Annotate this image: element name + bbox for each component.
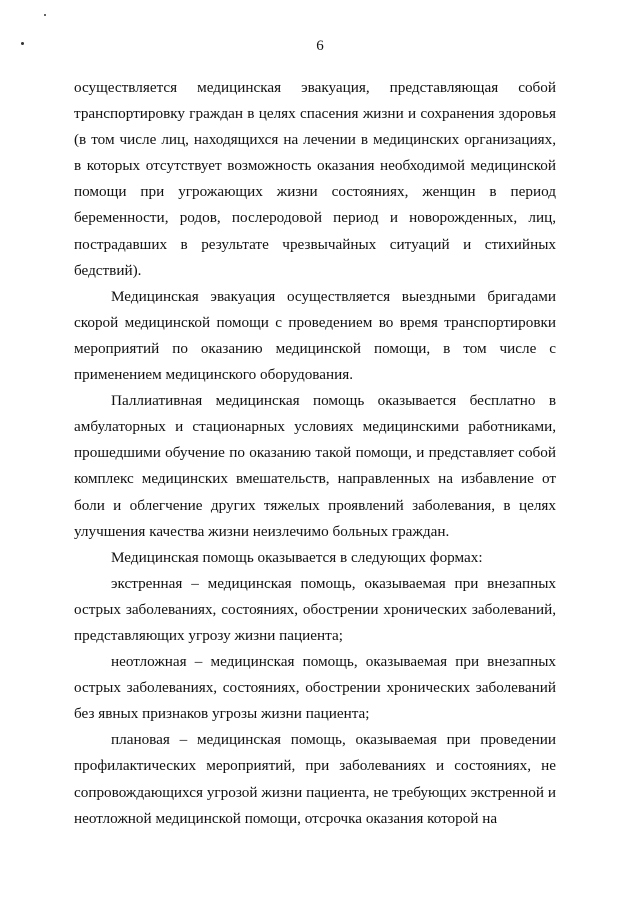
paragraph-forms-intro: Медицинская помощь оказывается в следующих формах: xyxy=(111,548,483,566)
paragraph-form-urgent: неотложная – медицинская помощь, оказываемая при внезапных острых заболеваниях, состояниях, обострении хронических заболеваний без явных признаков угрозы жизни пациента; xyxy=(74,653,556,723)
page-number: 6 xyxy=(316,38,324,54)
paragraph-form-planned: плановая – медицинская помощь, оказываемая при проведении профилактических мероприятий, при заболеваниях и состояниях, не сопровождающихся угрозой жизни пациента, не требующих экстренной и неотложной медицинской помощи, отсрочка оказания которой на xyxy=(74,731,556,827)
paragraph-form-emergency: экстренная – медицинская помощь, оказываемая при внезапных острых заболеваниях, состояниях, обострении хронических заболеваний, представляющих угрозу жизни пациента; xyxy=(74,574,556,644)
document-body xyxy=(74,75,556,832)
paragraph-evacuation-continued: осуществляется медицинская эвакуация, представляющая собой транспортировку граждан в целях спасения жизни и сохранения здоровья (в том числе лиц, находящихся на лечении в медицинских организациях, в которых отсутствует возможность оказания необходимой медицинской помощи при угрожающих жизни состояниях, женщин в период беременности, родов, послеродовой период и новорожденных, лиц, пострадавших в результате чрезвычайных ситуаций и стихийных бедствий). xyxy=(74,79,556,279)
paragraph-palliative-care: Паллиативная медицинская помощь оказывается бесплатно в амбулаторных и стационарных условиях медицинскими работниками, прошедшими обучение по оказанию такой помощи, и представляет собой комплекс медицинских вмешательств, направленных на избавление от боли и облегчение других тяжелых проявлений заболевания, в целях улучшения качества жизни неизлечимо больных граждан. xyxy=(74,392,556,540)
paragraph-evacuation-teams: Медицинская эвакуация осуществляется выездными бригадами скорой медицинской помощи с проведением во время транспортировки мероприятий по оказанию медицинской помощи, в том числе с применением медицинского оборудования. xyxy=(74,287,556,384)
scan-speck xyxy=(44,14,46,16)
